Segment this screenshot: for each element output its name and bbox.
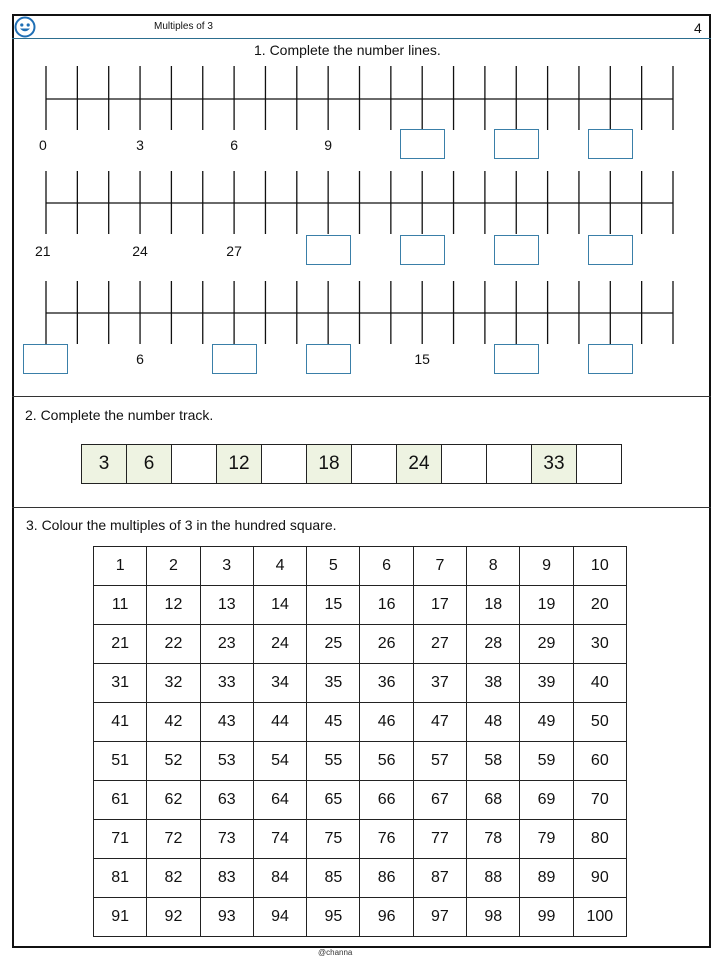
answer-box[interactable]	[588, 235, 633, 265]
track-cell-blank[interactable]	[171, 444, 217, 484]
hundred-square-cell[interactable]: 20	[573, 586, 626, 625]
hundred-square-cell[interactable]: 95	[307, 898, 360, 937]
track-cell-blank[interactable]	[441, 444, 487, 484]
hundred-square-cell[interactable]: 24	[253, 625, 306, 664]
hundred-square-cell[interactable]: 63	[200, 781, 253, 820]
hundred-square-cell[interactable]: 56	[360, 742, 413, 781]
question-3-title: 3. Colour the multiples of 3 in the hundred square.	[26, 517, 337, 533]
hundred-square-cell[interactable]: 14	[253, 586, 306, 625]
track-cell: 18	[306, 444, 352, 484]
page-number: 4	[694, 20, 702, 36]
hundred-square-cell[interactable]: 44	[253, 703, 306, 742]
hundred-square-cell[interactable]: 7	[413, 547, 466, 586]
hundred-square-cell[interactable]: 33	[200, 664, 253, 703]
track-cell: 12	[216, 444, 262, 484]
hundred-square-cell[interactable]: 51	[94, 742, 147, 781]
hundred-square-cell[interactable]: 40	[573, 664, 626, 703]
track-cell-blank[interactable]	[486, 444, 532, 484]
question-2-title: 2. Complete the number track.	[25, 407, 214, 423]
hundred-square-cell[interactable]: 9	[520, 547, 573, 586]
hundred-square-cell[interactable]: 28	[467, 625, 520, 664]
answer-box[interactable]	[400, 129, 445, 159]
hundred-square-cell[interactable]: 53	[200, 742, 253, 781]
hundred-square-cell[interactable]: 32	[147, 664, 200, 703]
hundred-square-cell[interactable]: 16	[360, 586, 413, 625]
number-line-label: 24	[132, 243, 148, 259]
hundred-square-cell[interactable]: 36	[360, 664, 413, 703]
hundred-square-cell[interactable]: 10	[573, 547, 626, 586]
hundred-square-cell[interactable]: 74	[253, 820, 306, 859]
hundred-square-cell[interactable]: 12	[147, 586, 200, 625]
track-cell-blank[interactable]	[261, 444, 307, 484]
hundred-square-cell[interactable]: 98	[467, 898, 520, 937]
hundred-square-cell[interactable]: 30	[573, 625, 626, 664]
hundred-square-cell[interactable]: 55	[307, 742, 360, 781]
hundred-square-cell[interactable]: 48	[467, 703, 520, 742]
hundred-square-cell[interactable]: 73	[200, 820, 253, 859]
hundred-square-row	[94, 547, 627, 586]
hundred-square-cell[interactable]: 88	[467, 859, 520, 898]
hundred-square-cell[interactable]: 65	[307, 781, 360, 820]
hundred-square-cell[interactable]: 25	[307, 625, 360, 664]
hundred-square-cell[interactable]: 94	[253, 898, 306, 937]
hundred-square-cell[interactable]: 37	[413, 664, 466, 703]
hundred-square-cell[interactable]: 81	[94, 859, 147, 898]
hundred-square-cell[interactable]: 29	[520, 625, 573, 664]
hundred-square-cell[interactable]: 75	[307, 820, 360, 859]
number-line-label: 6	[136, 351, 144, 367]
track-cell: 3	[81, 444, 127, 484]
hundred-square	[93, 546, 627, 937]
hundred-square-cell[interactable]: 67	[413, 781, 466, 820]
hundred-square-row	[94, 781, 627, 820]
answer-box[interactable]	[306, 344, 351, 374]
hundred-square-cell[interactable]: 22	[147, 625, 200, 664]
hundred-square-cell[interactable]: 96	[360, 898, 413, 937]
hundred-square-cell[interactable]: 42	[147, 703, 200, 742]
hundred-square-cell[interactable]: 79	[520, 820, 573, 859]
hundred-square-cell[interactable]: 60	[573, 742, 626, 781]
number-line-label: 3	[136, 137, 144, 153]
footer-credit: @channa	[318, 948, 353, 957]
hundred-square-cell[interactable]: 92	[147, 898, 200, 937]
question-1-title: 1. Complete the number lines.	[254, 42, 441, 58]
hundred-square-cell[interactable]: 41	[94, 703, 147, 742]
hundred-square-cell[interactable]: 18	[467, 586, 520, 625]
hundred-square-cell[interactable]: 89	[520, 859, 573, 898]
number-line-label: 27	[226, 243, 242, 259]
hundred-square-cell[interactable]: 5	[307, 547, 360, 586]
hundred-square-cell[interactable]: 54	[253, 742, 306, 781]
answer-box[interactable]	[494, 344, 539, 374]
hundred-square-cell[interactable]: 78	[467, 820, 520, 859]
hundred-square-cell[interactable]: 90	[573, 859, 626, 898]
hundred-square-cell[interactable]: 45	[307, 703, 360, 742]
hundred-square-cell[interactable]: 69	[520, 781, 573, 820]
answer-box[interactable]	[588, 129, 633, 159]
hundred-square-cell[interactable]: 72	[147, 820, 200, 859]
hundred-square-cell[interactable]: 84	[253, 859, 306, 898]
hundred-square-row	[94, 742, 627, 781]
hundred-square-cell[interactable]: 27	[413, 625, 466, 664]
hundred-square-cell[interactable]: 87	[413, 859, 466, 898]
worksheet-title: Multiples of 3	[154, 21, 213, 32]
hundred-square-row	[94, 859, 627, 898]
track-cell: 24	[396, 444, 442, 484]
hundred-square-cell[interactable]: 23	[200, 625, 253, 664]
answer-box[interactable]	[306, 235, 351, 265]
answer-box[interactable]	[494, 129, 539, 159]
hundred-square-cell[interactable]: 61	[94, 781, 147, 820]
hundred-square-cell[interactable]: 59	[520, 742, 573, 781]
hundred-square-cell[interactable]: 83	[200, 859, 253, 898]
track-cell: 6	[126, 444, 172, 484]
hundred-square-cell[interactable]: 52	[147, 742, 200, 781]
hundred-square-cell[interactable]: 15	[307, 586, 360, 625]
hundred-square-cell[interactable]: 6	[360, 547, 413, 586]
hundred-square-row	[94, 820, 627, 859]
hundred-square-cell[interactable]: 97	[413, 898, 466, 937]
number-line-label: 6	[230, 137, 238, 153]
hundred-square-cell[interactable]: 47	[413, 703, 466, 742]
hundred-square-cell[interactable]: 64	[253, 781, 306, 820]
hundred-square-cell[interactable]: 71	[94, 820, 147, 859]
answer-box[interactable]	[494, 235, 539, 265]
track-cell-blank[interactable]	[351, 444, 397, 484]
hundred-square-cell[interactable]: 50	[573, 703, 626, 742]
track-cell-blank[interactable]	[576, 444, 622, 484]
section-divider	[12, 396, 711, 397]
hundred-square-cell[interactable]: 66	[360, 781, 413, 820]
number-line-label: 9	[324, 137, 333, 153]
hundred-square-cell[interactable]: 2	[147, 547, 200, 586]
hundred-square-cell[interactable]: 46	[360, 703, 413, 742]
hundred-square-cell[interactable]: 1	[94, 547, 147, 586]
hundred-square-cell[interactable]: 100	[573, 898, 626, 937]
hundred-square-cell[interactable]: 86	[360, 859, 413, 898]
number-line-label: 21	[35, 243, 51, 259]
hundred-square-row	[94, 898, 627, 937]
number-track	[82, 444, 622, 484]
hundred-square-cell[interactable]: 8	[467, 547, 520, 586]
answer-box[interactable]	[23, 344, 68, 374]
hundred-square-cell[interactable]: 85	[307, 859, 360, 898]
hundred-square-cell[interactable]: 38	[467, 664, 520, 703]
hundred-square-cell[interactable]: 4	[253, 547, 306, 586]
number-line-label: 0	[39, 137, 47, 153]
hundred-square-cell[interactable]: 93	[200, 898, 253, 937]
hundred-square-cell[interactable]: 3	[200, 547, 253, 586]
hundred-square-cell[interactable]: 19	[520, 586, 573, 625]
answer-box[interactable]	[588, 344, 633, 374]
track-cell: 33	[531, 444, 577, 484]
hundred-square-cell[interactable]: 35	[307, 664, 360, 703]
hundred-square-cell[interactable]: 34	[253, 664, 306, 703]
hundred-square-cell[interactable]: 99	[520, 898, 573, 937]
answer-box[interactable]	[400, 235, 445, 265]
hundred-square-cell[interactable]: 82	[147, 859, 200, 898]
hundred-square-row	[94, 625, 627, 664]
hundred-square-row	[94, 664, 627, 703]
hundred-square-cell[interactable]: 58	[467, 742, 520, 781]
number-line-label: 15	[414, 351, 430, 367]
hundred-square-cell[interactable]: 31	[94, 664, 147, 703]
hundred-square-cell[interactable]: 57	[413, 742, 466, 781]
section-divider	[12, 507, 711, 508]
hundred-square-cell[interactable]: 13	[200, 586, 253, 625]
hundred-square-cell[interactable]: 26	[360, 625, 413, 664]
hundred-square-cell[interactable]: 43	[200, 703, 253, 742]
hundred-square-cell[interactable]: 91	[94, 898, 147, 937]
hundred-square-cell[interactable]: 49	[520, 703, 573, 742]
hundred-square-cell[interactable]: 76	[360, 820, 413, 859]
hundred-square-row	[94, 703, 627, 742]
hundred-square-cell[interactable]: 17	[413, 586, 466, 625]
answer-box[interactable]	[212, 344, 257, 374]
hundred-square-cell[interactable]: 68	[467, 781, 520, 820]
hundred-square-row	[94, 586, 627, 625]
hundred-square-cell[interactable]: 77	[413, 820, 466, 859]
hundred-square-cell[interactable]: 21	[94, 625, 147, 664]
hundred-square-cell[interactable]: 70	[573, 781, 626, 820]
hundred-square-cell[interactable]: 80	[573, 820, 626, 859]
hundred-square-cell[interactable]: 11	[94, 586, 147, 625]
hundred-square-cell[interactable]: 62	[147, 781, 200, 820]
hundred-square-cell[interactable]: 39	[520, 664, 573, 703]
